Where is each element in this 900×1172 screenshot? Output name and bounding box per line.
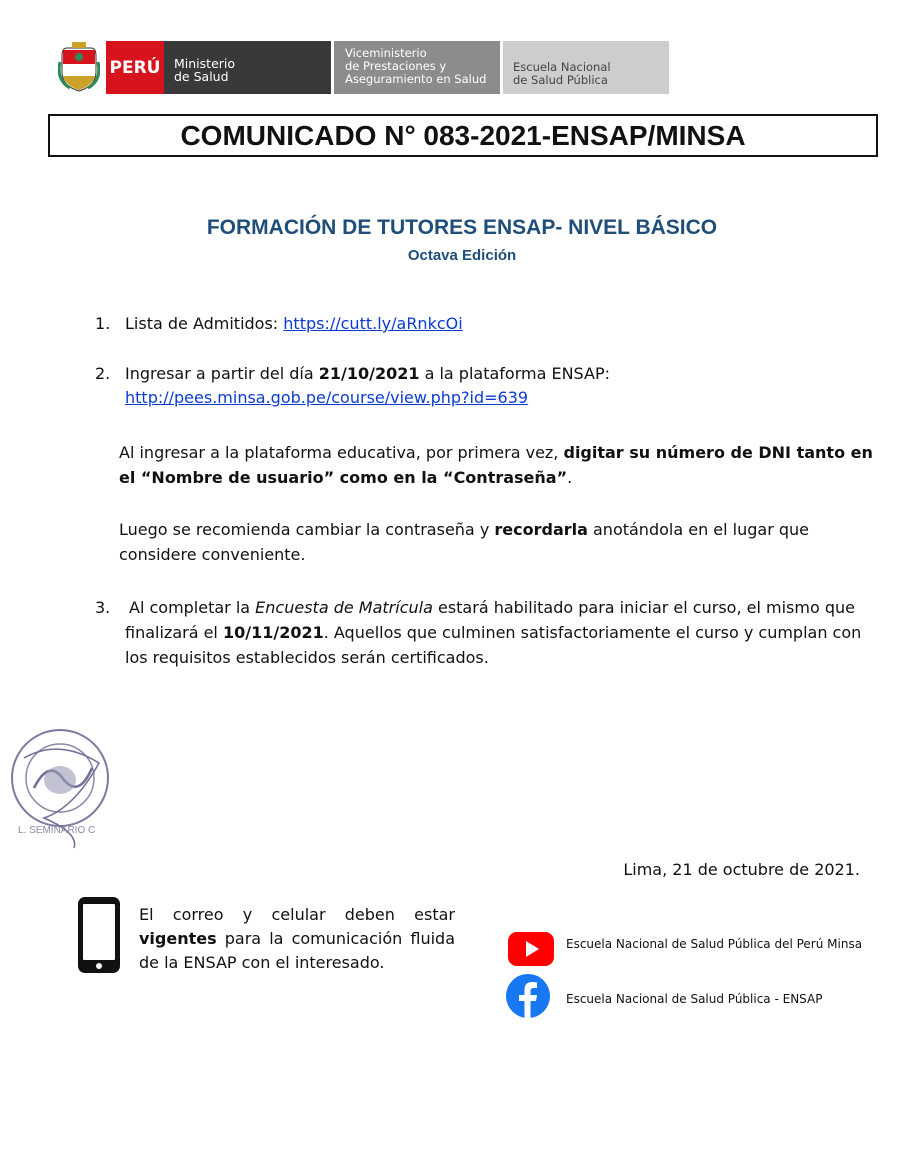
list-item-3-line-3: los requisitos establecidos serán certificados.	[125, 648, 489, 667]
ministerio-line-2: de Salud	[174, 69, 229, 84]
viceministerio-line-3: Aseguramiento en Salud	[345, 72, 487, 86]
start-date: 21/10/2021	[318, 364, 420, 383]
peru-label: PERÚ	[109, 57, 161, 78]
admitidos-link[interactable]: https://cutt.ly/aRnkcOi	[283, 314, 463, 333]
contact-note	[139, 903, 455, 975]
mobile-phone-icon	[77, 896, 121, 974]
contact-note-post: para la comunicación fluida de la ENSAP con el interesado.	[139, 929, 455, 972]
platform-link-row	[125, 386, 528, 410]
document-title: FORMACIÓN DE TUTORES ENSAP- NIVEL BÁSICO	[206, 216, 718, 239]
escuela-line-1: Escuela Nacional	[513, 60, 611, 74]
escuela-line-2: de Salud Pública	[513, 73, 608, 87]
list-item-3-post: estará habilitado para iniciar el curso, el mismo que	[432, 598, 855, 617]
list-number-3: 3.	[95, 598, 111, 617]
youtube-channel-name[interactable]: Escuela Nacional de Salud Pública del Perú Minsa	[566, 937, 863, 951]
paragraph-password-bold: recordarla	[494, 520, 588, 539]
contact-note-bold: vigentes	[139, 929, 217, 948]
list-item-3-line-2-pre: finalizará el	[125, 623, 223, 642]
facebook-page-name[interactable]: Escuela Nacional de Salud Pública - ENSAP	[566, 992, 823, 1006]
seal-text: L. SEMINARIO C	[18, 825, 96, 836]
paragraph-password-pre: Luego se recomienda cambiar la contraseña y	[119, 520, 495, 539]
paragraph-dni-pre: Al ingresar a la plataforma educativa, por primera vez,	[119, 443, 564, 462]
escuela-logo	[503, 41, 669, 94]
date-place: Lima, 21 de octubre de 2021.	[623, 860, 860, 879]
end-date: 10/11/2021	[222, 623, 324, 642]
comunicado-heading: COMUNICADO N° 083-2021-ENSAP/MINSA	[48, 114, 878, 157]
list-item-3-pre: Al completar la	[129, 598, 256, 617]
list-item-1-text: Lista de Admitidos:	[125, 314, 284, 333]
list-item-2-pre: Ingresar a partir del día	[125, 364, 319, 383]
ministerio-logo	[164, 41, 331, 94]
paragraph-dni-bold-1: digitar su número de DNI tanto en	[563, 443, 873, 462]
list-number-2: 2.	[95, 364, 111, 383]
viceministerio-line-2: de Prestaciones y	[345, 59, 447, 73]
viceministerio-line-1: Viceministerio	[345, 46, 427, 60]
peru-coat-of-arms-icon	[58, 42, 100, 92]
paragraph-dni-post: .	[567, 468, 573, 487]
official-seal-stamp	[4, 718, 116, 853]
document-subtitle: Octava Edición	[407, 247, 517, 264]
platform-link[interactable]: http://pees.minsa.gob.pe/course/view.php?id=639	[125, 388, 529, 407]
list-item-3-line-1	[129, 596, 855, 620]
ministerio-line-1: Ministerio	[174, 56, 236, 71]
list-number-1: 1.	[95, 314, 111, 333]
paragraph-password-line-2: considere conveniente.	[119, 545, 306, 564]
paragraph-password-post: anotándola en el lugar que	[587, 520, 810, 539]
paragraph-dni-bold-2: el “Nombre de usuario” como en la “Contraseña”	[119, 468, 568, 487]
youtube-icon[interactable]	[508, 932, 554, 966]
list-item-3-line-2	[125, 621, 861, 645]
list-item-2-post: a la plataforma ENSAP:	[419, 364, 610, 383]
list-item-3-line-2-post: . Aquellos que culminen satisfactoriamente el curso y cumplan con	[323, 623, 862, 642]
peru-logo	[106, 41, 164, 94]
encuesta-name: Encuesta de Matrícula	[255, 598, 433, 617]
paragraph-dni-line-1	[119, 441, 873, 465]
contact-note-pre: El correo y celular deben estar	[139, 905, 455, 924]
paragraph-password-line-1	[119, 518, 809, 542]
paragraph-dni-line-2	[119, 466, 572, 490]
list-item-2	[125, 362, 610, 386]
viceministerio-logo	[334, 41, 500, 94]
facebook-icon[interactable]	[506, 974, 550, 1018]
list-item-1	[125, 312, 463, 336]
